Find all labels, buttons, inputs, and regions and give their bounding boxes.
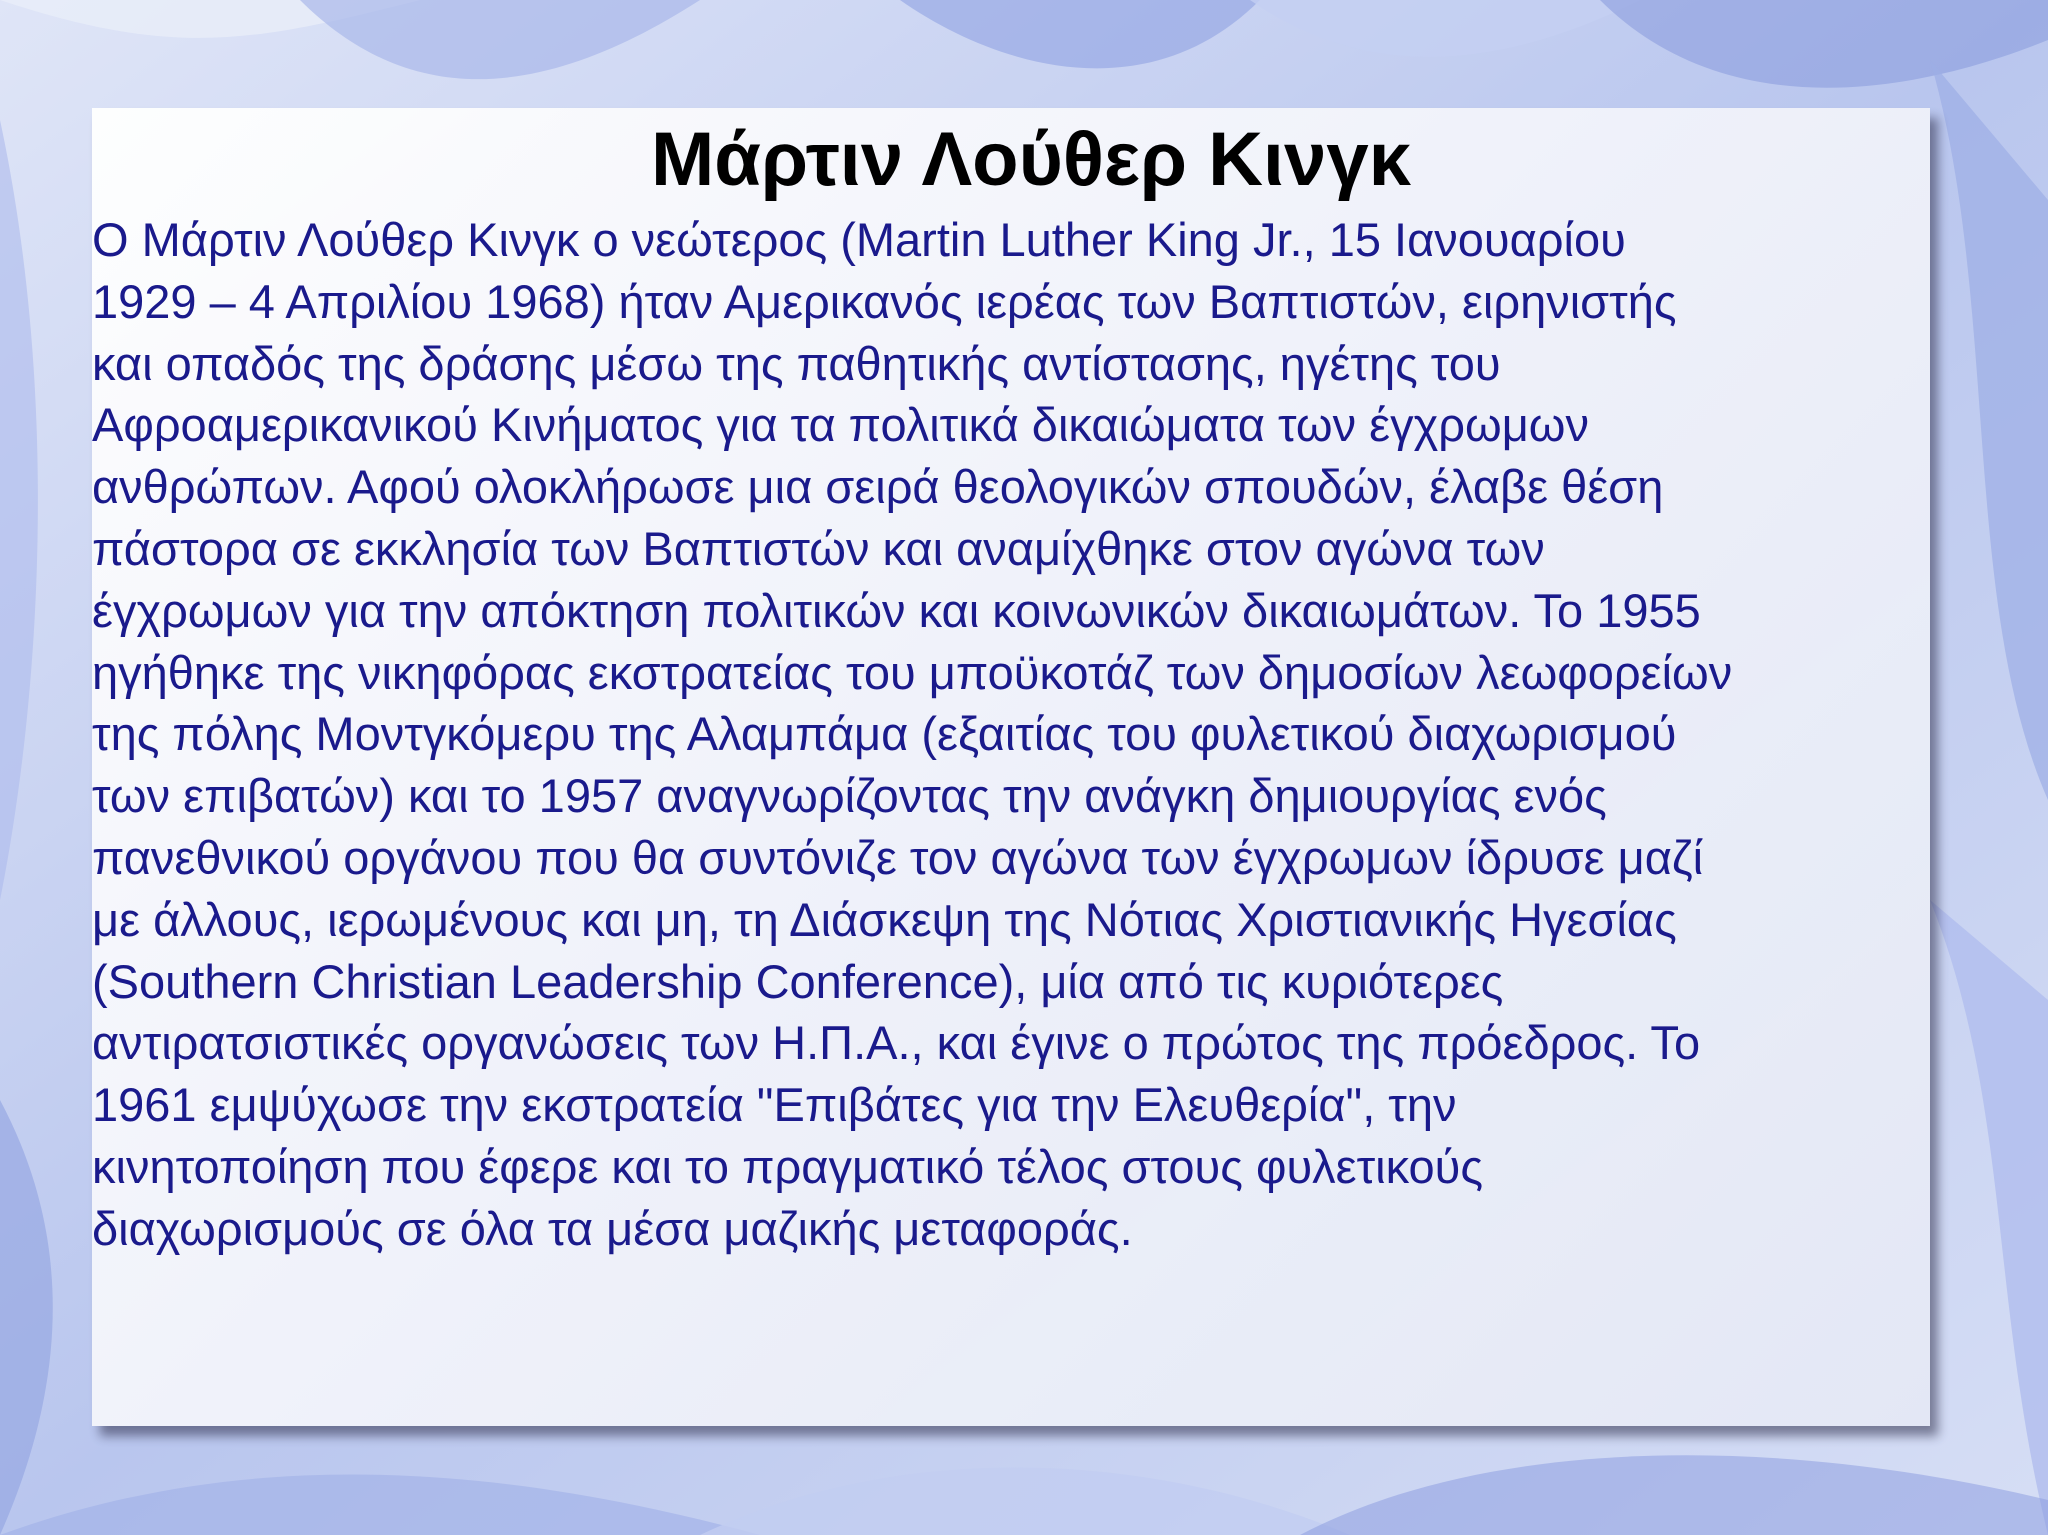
body-line: πανεθνικού οργάνου που θα συντόνιζε τον αγώνα των έγχρωμων ίδρυσε μαζί xyxy=(92,830,1704,884)
body-line: 1929 – 4 Απριλίου 1968) ήταν Αμερικανός ιερέας των Βαπτιστών, ειρηνιστής xyxy=(92,274,1677,328)
body-line: αντιρατσιστικές οργανώσεις των Η.Π.Α., και έγινε ο πρώτος της πρόεδρος. Το xyxy=(92,1016,1701,1070)
body-line: και οπαδός της δράσης μέσω της παθητικής αντίστασης, ηγέτης του xyxy=(92,336,1501,390)
body-line: ηγήθηκε της νικηφόρας εκστρατείας του μποϋκοτάζ των δημοσίων λεωφορείων xyxy=(92,645,1733,699)
body-line: 1961 εμψύχωσε την εκστρατεία "Επιβάτες για την Ελευθερία", την xyxy=(92,1078,1457,1132)
body-line: με άλλους, ιερωμένους και μη, τη Διάσκεψη της Νότιας Χριστιανικής Ηγεσίας xyxy=(92,892,1677,946)
body-line: Αφροαμερικανικού Κινήματος για τα πολιτικά δικαιώματα των έγχρωμων xyxy=(92,398,1590,452)
body-line: Ο Μάρτιν Λούθερ Κινγκ ο νεώτερος (Martin Luther King Jr., 15 Ιανουαρίου xyxy=(92,213,1626,266)
body-line: κινητοποίηση που έφερε και το πραγματικό τέλος στους φυλετικούς xyxy=(92,1139,1484,1193)
body-line: έγχρωμων για την απόκτηση πολιτικών και κοινωνικών δικαιωμάτων. Το 1955 xyxy=(92,583,1701,637)
body-line: ανθρώπων. Αφού ολοκλήρωσε μια σειρά θεολογικών σπουδών, έλαβε θέση xyxy=(92,460,1664,514)
slide-title: Μάρτιν Λούθερ Κινγκ xyxy=(650,117,1412,202)
body-line: διαχωρισμούς σε όλα τα μέσα μαζικής μεταφοράς. xyxy=(92,1201,1133,1255)
slide-body xyxy=(92,209,1922,1260)
body-line: πάστορα σε εκκλησία των Βαπτιστών και αναμίχθηκε στον αγώνα των xyxy=(92,521,1545,575)
body-line: (Southern Christian Leadership Conference), μία από τις κυριότερες xyxy=(92,954,1504,1008)
body-line: των επιβατών) και το 1957 αναγνωρίζοντας την ανάγκη δημιουργίας ενός xyxy=(92,769,1607,823)
body-line: της πόλης Μοντγκόμερυ της Αλαμπάμα (εξαιτίας του φυλετικού διαχωρισμού xyxy=(92,707,1677,761)
